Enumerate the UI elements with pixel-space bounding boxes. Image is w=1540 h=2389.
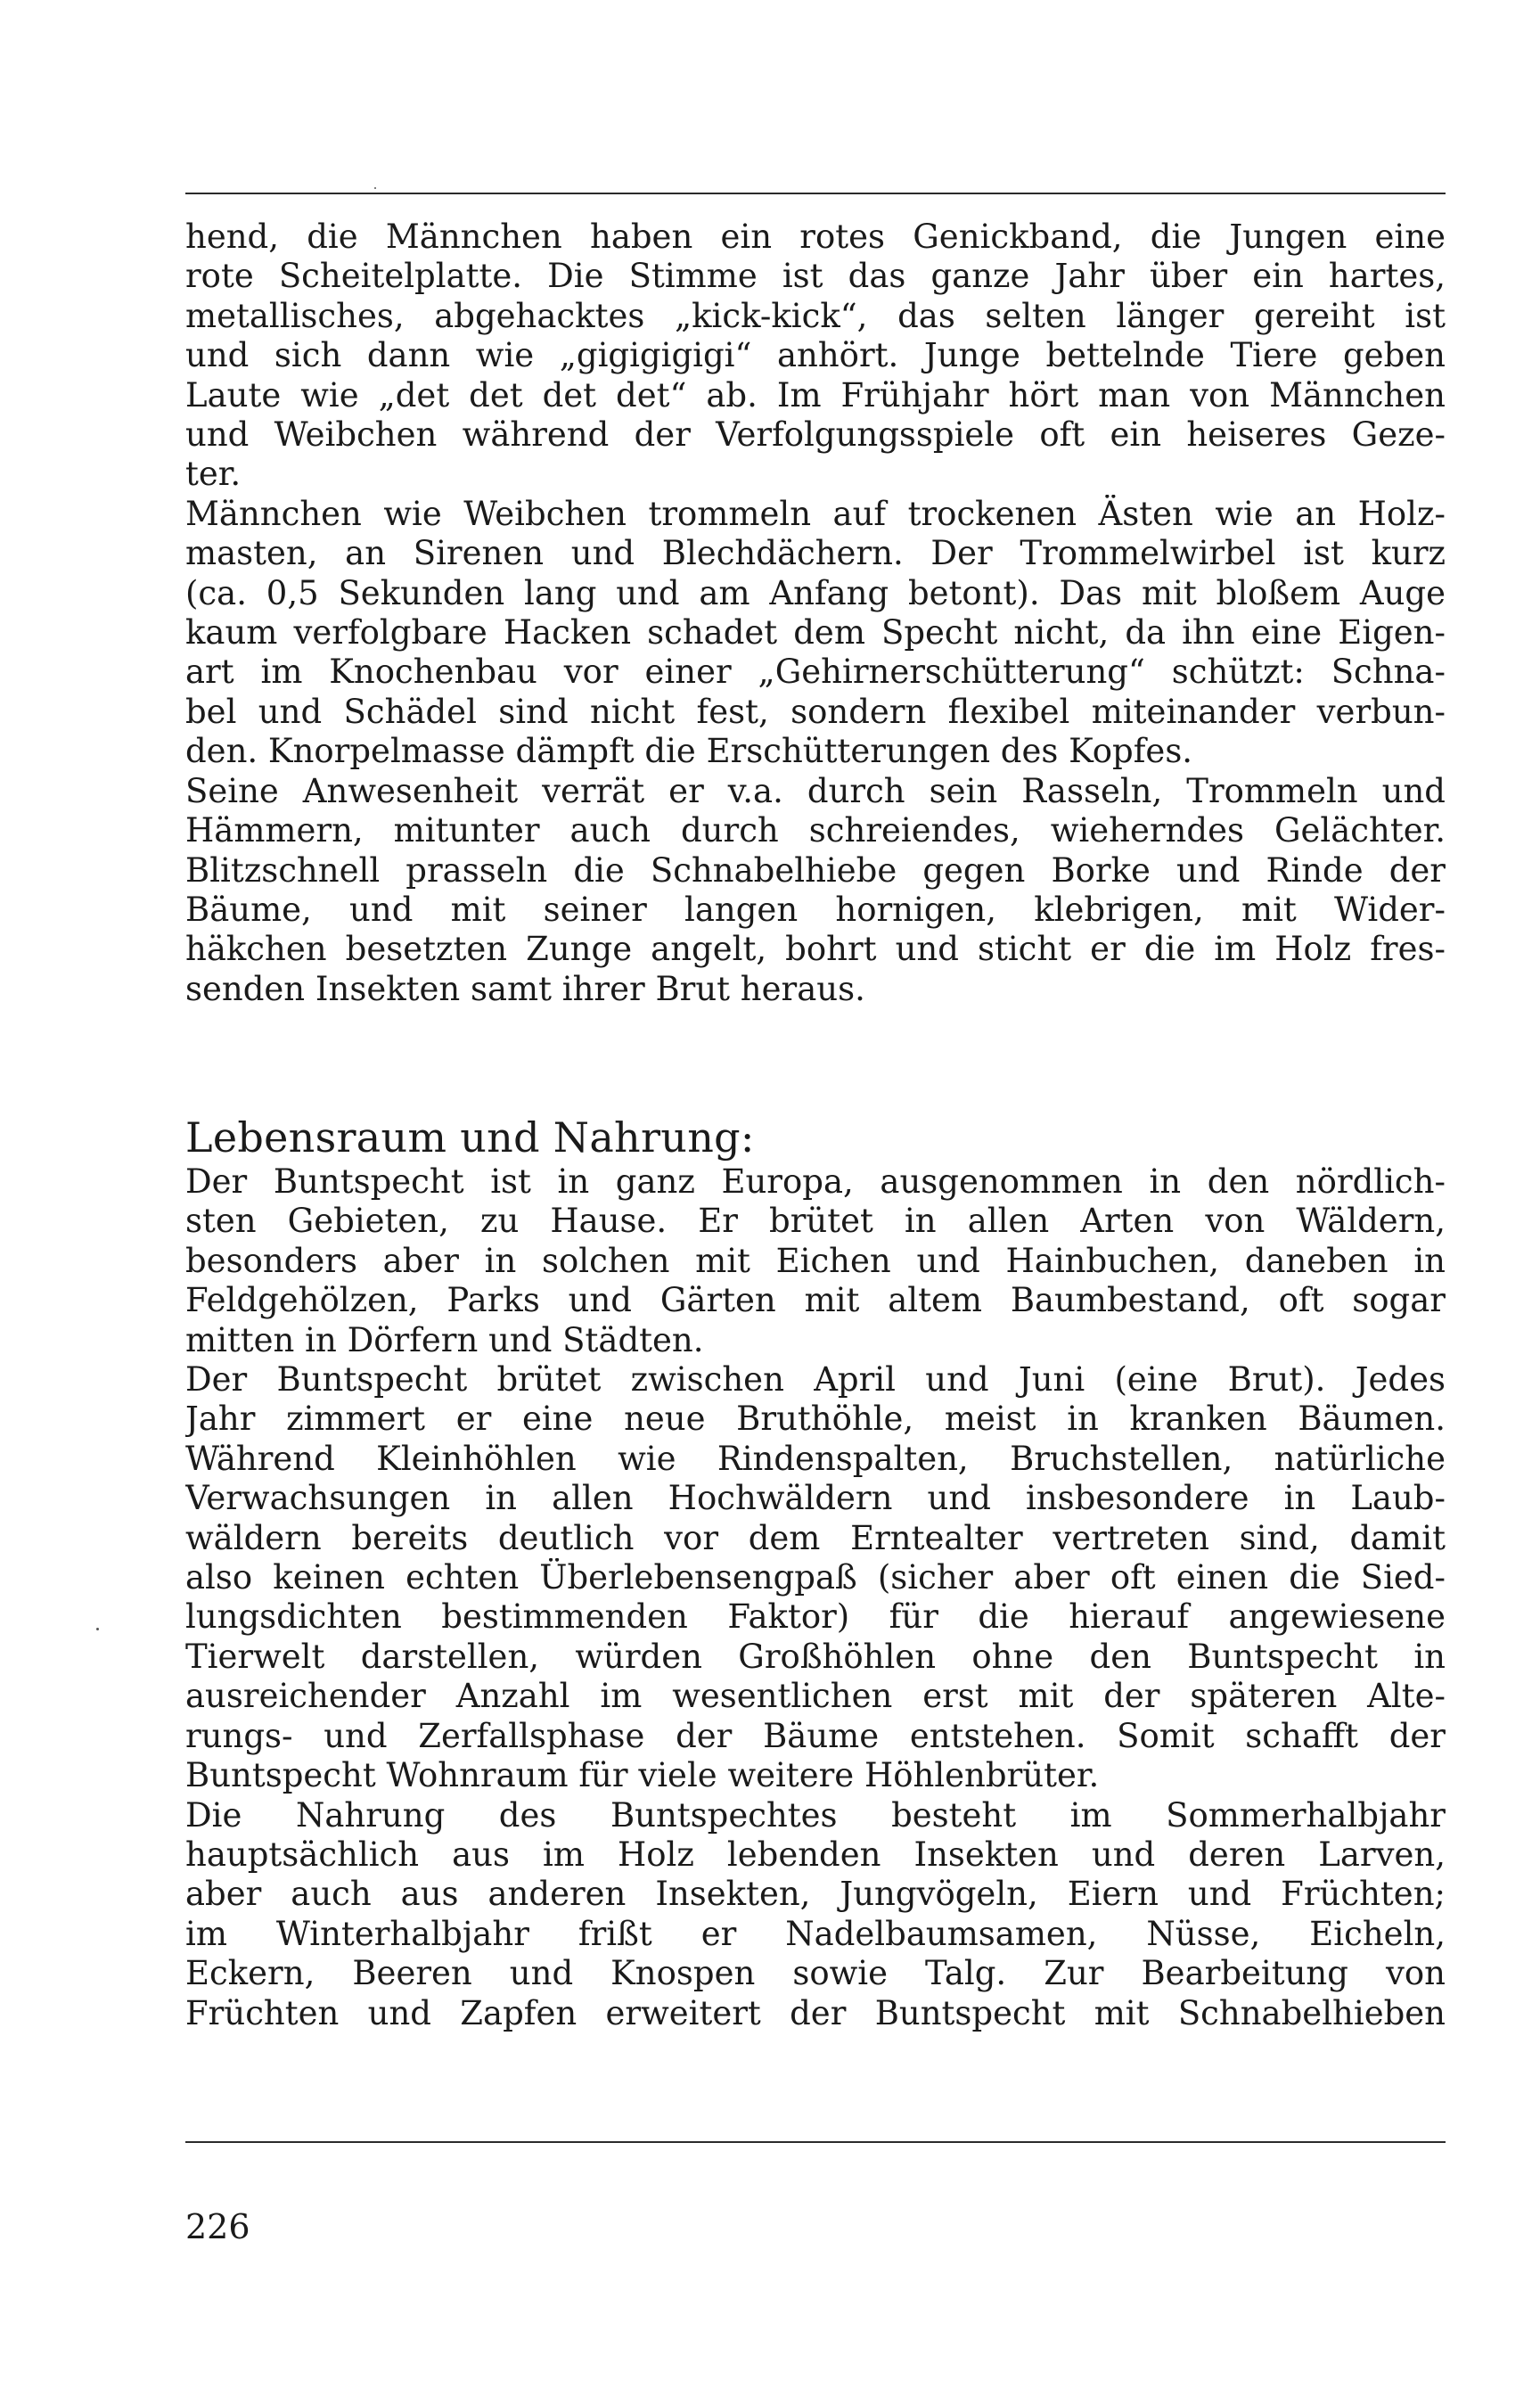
text-line: bel und Schädel sind nicht fest, sondern flexibel miteinander verbun- — [185, 692, 1446, 731]
text-line: ausreichender Anzahl im wesentlichen erst mit der späteren Alte- — [185, 1677, 1446, 1716]
text-line: kaum verfolgbare Hacken schadet dem Specht nicht, da ihn eine Eigen- — [185, 613, 1446, 653]
text-line: Die Nahrung des Buntspechtes besteht im Sommerhalbjahr — [185, 1795, 1446, 1835]
text-line: hauptsächlich aus im Holz lebenden Insekten und deren Larven, — [185, 1835, 1446, 1874]
text-line: sten Gebieten, zu Hause. Er brütet in allen Arten von Wäldern, — [185, 1202, 1446, 1241]
text-line: rungs- und Zerfallsphase der Bäume entstehen. Somit schafft der — [185, 1716, 1446, 1755]
text-line: art im Knochenbau vor einer „Gehirnerschütterung“ schützt: Schna- — [185, 653, 1446, 692]
text-line: rote Scheitelplatte. Die Stimme ist das ganze Jahr über ein hartes, — [185, 257, 1446, 296]
text-line: besonders aber in solchen mit Eichen und Hainbuchen, daneben in — [185, 1241, 1446, 1280]
text-line: Hämmern, mitunter auch durch schreiendes, wieherndes Gelächter. — [185, 811, 1446, 850]
text-line: hend, die Männchen haben ein rotes Genickband, die Jungen eine — [185, 218, 1446, 256]
scan-speck — [96, 1628, 99, 1630]
text-line: lungsdichten bestimmenden Faktor) für die hierauf angewiesene — [185, 1597, 1446, 1637]
text-line: Blitzschnell prasseln die Schnabelhiebe gegen Borke und Rinde der — [185, 850, 1446, 890]
text-line: mitten in Dörfern und Städten. — [185, 1320, 704, 1359]
text-line: Der Buntspecht ist in ganz Europa, ausgenommen in den nördlich- — [185, 1162, 1446, 1201]
text-line: und sich dann wie „gigigigigi“ anhört. Junge bettelnde Tiere geben — [185, 336, 1446, 375]
text-line: Seine Anwesenheit verrät er v.a. durch sein Rasseln, Trommeln und — [185, 771, 1446, 810]
text-line: Der Buntspecht brütet zwischen April und Juni (eine Brut). Jedes — [185, 1360, 1446, 1400]
text-line: im Winterhalbjahr frißt er Nadelbaumsamen, Nüsse, Eicheln, — [185, 1914, 1446, 1953]
text-line: Verwachsungen in allen Hochwäldern und insbesondere in Laub- — [185, 1479, 1446, 1518]
text-line: ter. — [185, 455, 242, 494]
paragraph-drumming — [185, 495, 1446, 772]
text-line: Bäume, und mit seiner langen hornigen, klebrigen, mit Wider- — [185, 890, 1446, 929]
text-line: Jahr zimmert er eine neue Bruthöhle, meist in kranken Bäumen. — [185, 1400, 1446, 1439]
text-line: masten, an Sirenen und Blechdächern. Der Trommelwirbel ist kurz — [185, 534, 1446, 573]
text-line: häkchen besetzten Zunge angelt, bohrt und sticht er die im Holz fres- — [185, 930, 1446, 969]
text-line: Früchten und Zapfen erweitert der Buntspecht mit Schnabelhieben — [185, 1993, 1446, 2032]
text-line: Feldgehölzen, Parks und Gärten mit altem Baumbestand, oft sogar — [185, 1281, 1446, 1320]
text-line: aber auch aus anderen Insekten, Jungvögeln, Eiern und Früchten; — [185, 1875, 1446, 1914]
text-line: also keinen echten Überlebensengpaß (sicher aber oft einen die Sied- — [185, 1558, 1446, 1597]
paragraph-call-description — [185, 218, 1446, 495]
body-text-continuation — [185, 218, 1446, 1009]
text-line: (ca. 0,5 Sekunden lang und am Anfang betont). Das mit bloßem Auge — [185, 573, 1446, 612]
text-line: metallisches, abgehacktes „kick-kick“, das selten länger gereiht ist — [185, 296, 1446, 335]
paragraph-presence — [185, 772, 1446, 1009]
text-line: wäldern bereits deutlich vor dem Erntealter vertreten sind, damit — [185, 1518, 1446, 1557]
text-line: Tierwelt darstellen, würden Großhöhlen ohne den Buntspecht in — [185, 1637, 1446, 1676]
paragraph-breeding — [185, 1360, 1446, 1795]
text-line: Buntspecht Wohnraum für viele weitere Höhlenbrüter. — [185, 1756, 1100, 1795]
section-heading: Lebensraum und Nahrung: — [185, 1113, 755, 1162]
text-line: Männchen wie Weibchen trommeln auf trockenen Ästen wie an Holz- — [185, 494, 1446, 533]
text-line: und Weibchen während der Verfolgungsspiele oft ein heiseres Geze- — [185, 415, 1446, 455]
section-habitat-and-food — [185, 1114, 1446, 2033]
scan-speck — [374, 187, 376, 189]
text-line: Laute wie „det det det det“ ab. Im Frühjahr hört man von Männchen — [185, 375, 1446, 415]
page-number: 226 — [185, 2207, 250, 2246]
paragraph-distribution — [185, 1162, 1446, 1360]
text-line: senden Insekten samt ihrer Brut heraus. — [185, 969, 865, 1008]
text-line: den. Knorpelmasse dämpft die Erschütterungen des Kopfes. — [185, 732, 1193, 771]
paragraph-diet — [185, 1796, 1446, 2033]
bottom-rule — [185, 2141, 1446, 2143]
text-line: Während Kleinhöhlen wie Rindenspalten, Bruchstellen, natürliche — [185, 1439, 1446, 1478]
top-rule — [185, 193, 1446, 194]
text-line: Eckern, Beeren und Knospen sowie Talg. Zur Bearbeitung von — [185, 1954, 1446, 1993]
